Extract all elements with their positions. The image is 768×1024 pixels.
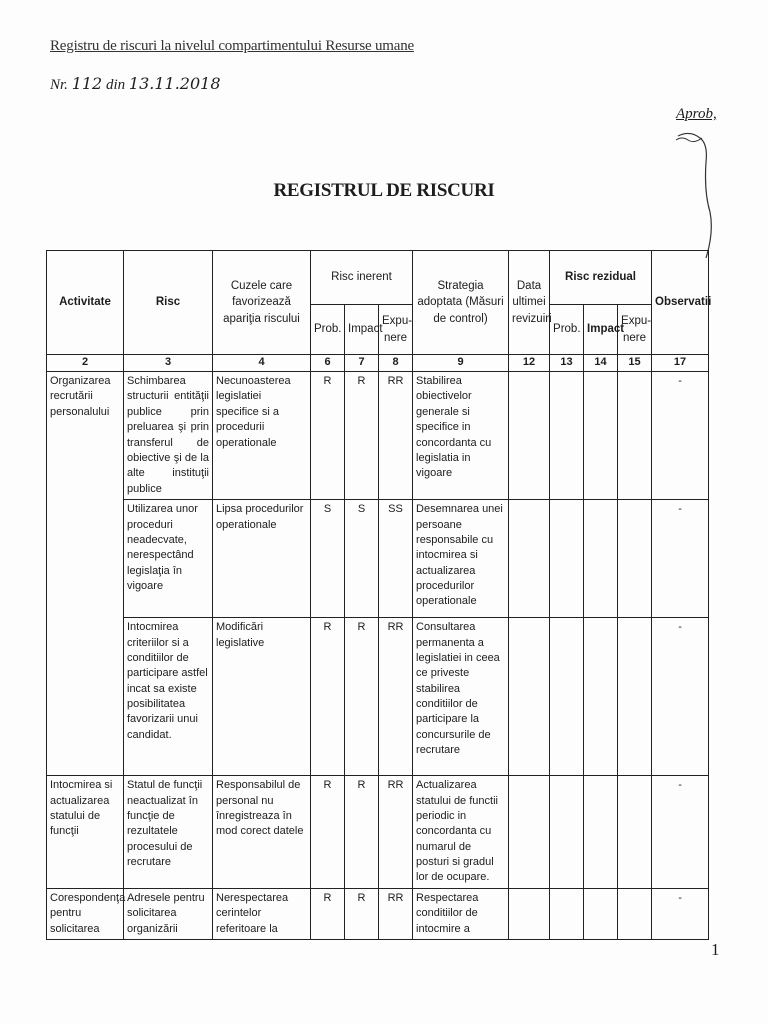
inherent-impact-cell: R	[345, 888, 379, 939]
risk-cell: Utilizarea unor proceduri neadecvate, nerespectând legislaţia în vigoare	[124, 500, 213, 618]
table-row	[47, 618, 709, 776]
column-number: 2	[47, 355, 124, 372]
registry-header-line: Registru de riscuri la nivelul compartimentului Resurse umane	[50, 38, 414, 54]
nr-label: Nr.	[50, 77, 68, 93]
header-impact: Impact	[345, 305, 379, 355]
revision-date-cell	[509, 618, 550, 776]
observations-cell: -	[652, 618, 709, 776]
header-expunere: Expu-nere	[379, 305, 413, 355]
header-risc: Risc	[124, 251, 213, 355]
column-number: 14	[584, 355, 618, 372]
revision-date-cell	[509, 500, 550, 618]
inherent-impact-cell: R	[345, 618, 379, 776]
table-row	[47, 500, 709, 618]
inherent-prob-cell: R	[311, 618, 345, 776]
residual-exposure-cell	[618, 500, 652, 618]
observations-cell: -	[652, 500, 709, 618]
column-number: 6	[311, 355, 345, 372]
inherent-impact-cell: R	[345, 372, 379, 500]
column-number: 3	[124, 355, 213, 372]
residual-impact-cell	[584, 500, 618, 618]
registration-number	[50, 74, 221, 94]
inherent-exposure-cell: RR	[379, 618, 413, 776]
strategy-cell: Respectarea conditiilor de intocmire a	[413, 888, 509, 939]
inherent-prob-cell: R	[311, 372, 345, 500]
column-number: 15	[618, 355, 652, 372]
revision-date-cell	[509, 888, 550, 939]
column-number: 9	[413, 355, 509, 372]
table-row	[47, 372, 709, 500]
observations-cell: -	[652, 372, 709, 500]
risk-cell: Schimbarea structurii entităţii publice prin preluarea şi prin transferul de obiective şi de la alte instituţii publice	[124, 372, 213, 500]
header-activitate: Activitate	[47, 251, 124, 355]
activity-cell: Corespondenţa pentru solicitarea	[47, 888, 124, 939]
header-impact-rezidual: Impact	[584, 305, 618, 355]
residual-impact-cell	[584, 372, 618, 500]
inherent-exposure-cell: RR	[379, 888, 413, 939]
inherent-exposure-cell: SS	[379, 500, 413, 618]
header-expunere-rezidual: Expu-nere	[618, 305, 652, 355]
cause-cell: Modificări legislative	[213, 618, 311, 776]
column-number: 12	[509, 355, 550, 372]
strategy-cell: Desemnarea unei persoane responsabile cu intocmirea si actualizarea procedurilor operationale	[413, 500, 509, 618]
inherent-prob-cell: S	[311, 500, 345, 618]
residual-prob-cell	[550, 500, 584, 618]
header-prob-rezidual: Prob.	[550, 305, 584, 355]
page-title: REGISTRUL DE RISCURI	[273, 180, 495, 201]
strategy-cell: Consultarea permanenta a legislatiei in ceea ce priveste stabilirea conditiilor de participare la concursurile de recrutare	[413, 618, 509, 776]
column-number: 8	[379, 355, 413, 372]
inherent-impact-cell: S	[345, 500, 379, 618]
residual-exposure-cell	[618, 888, 652, 939]
risk-register-table	[46, 250, 712, 940]
header-cauze: Cuzele care favorizează apariţia riscului	[213, 251, 311, 355]
risk-cell: Adresele pentru solicitarea organizării	[124, 888, 213, 939]
column-number: 13	[550, 355, 584, 372]
cause-cell: Lipsa procedurilor operationale	[213, 500, 311, 618]
column-number: 4	[213, 355, 311, 372]
cause-cell: Necunoasterea legislatiei specifice si a procedurii operationale	[213, 372, 311, 500]
header-data-revizuire: Data ultimei revizuiri	[509, 251, 550, 355]
inherent-prob-cell: R	[311, 888, 345, 939]
risk-cell: Intocmirea criteriilor si a conditiilor de participare astfel incat sa existe posibilitatea favorizarii unui candidat.	[124, 618, 213, 776]
residual-exposure-cell	[618, 372, 652, 500]
inherent-exposure-cell: RR	[379, 776, 413, 889]
din-label: din	[105, 77, 126, 93]
inherent-exposure-cell: RR	[379, 372, 413, 500]
column-number-row	[47, 355, 709, 372]
approval-label: Aprob,	[676, 106, 717, 122]
date-value: 13.11.2018	[128, 74, 221, 93]
nr-value: 112	[71, 74, 103, 93]
cause-cell: Nerespectarea cerintelor referitoare la	[213, 888, 311, 939]
revision-date-cell	[509, 372, 550, 500]
residual-impact-cell	[584, 618, 618, 776]
strategy-cell: Actualizarea statului de functii periodic in concordanta cu numarul de posturi si gradul lor de ocupare.	[413, 776, 509, 889]
activity-cell: Organizarea recrutării personalului	[47, 372, 124, 776]
table-row	[47, 888, 709, 939]
risk-cell: Statul de funcţii neactualizat în funcţie de rezultatele procesului de recrutare	[124, 776, 213, 889]
table-row	[47, 776, 709, 889]
header-risc-rezidual: Risc rezidual	[550, 251, 652, 305]
column-number: 17	[652, 355, 709, 372]
header-prob: Prob.	[311, 305, 345, 355]
revision-date-cell	[509, 776, 550, 889]
residual-prob-cell	[550, 776, 584, 889]
page-number: 1	[711, 940, 720, 959]
activity-cell: Intocmirea si actualizarea statului de funcţii	[47, 776, 124, 889]
observations-cell: -	[652, 888, 709, 939]
residual-exposure-cell	[618, 776, 652, 889]
column-number: 7	[345, 355, 379, 372]
residual-prob-cell	[550, 618, 584, 776]
cause-cell: Responsabilul de personal nu înregistreaza în mod corect datele	[213, 776, 311, 889]
observations-cell: -	[652, 776, 709, 889]
residual-exposure-cell	[618, 618, 652, 776]
header-observatii: Observatii	[652, 251, 709, 355]
header-strategia: Strategia adoptata (Măsuri de control)	[413, 251, 509, 355]
residual-impact-cell	[584, 776, 618, 889]
residual-prob-cell	[550, 372, 584, 500]
header-risc-inerent: Risc inerent	[311, 251, 413, 305]
strategy-cell: Stabilirea obiectivelor generale si specifice in concordanta cu legislatia in vigoare	[413, 372, 509, 500]
inherent-impact-cell: R	[345, 776, 379, 889]
residual-prob-cell	[550, 888, 584, 939]
residual-impact-cell	[584, 888, 618, 939]
inherent-prob-cell: R	[311, 776, 345, 889]
